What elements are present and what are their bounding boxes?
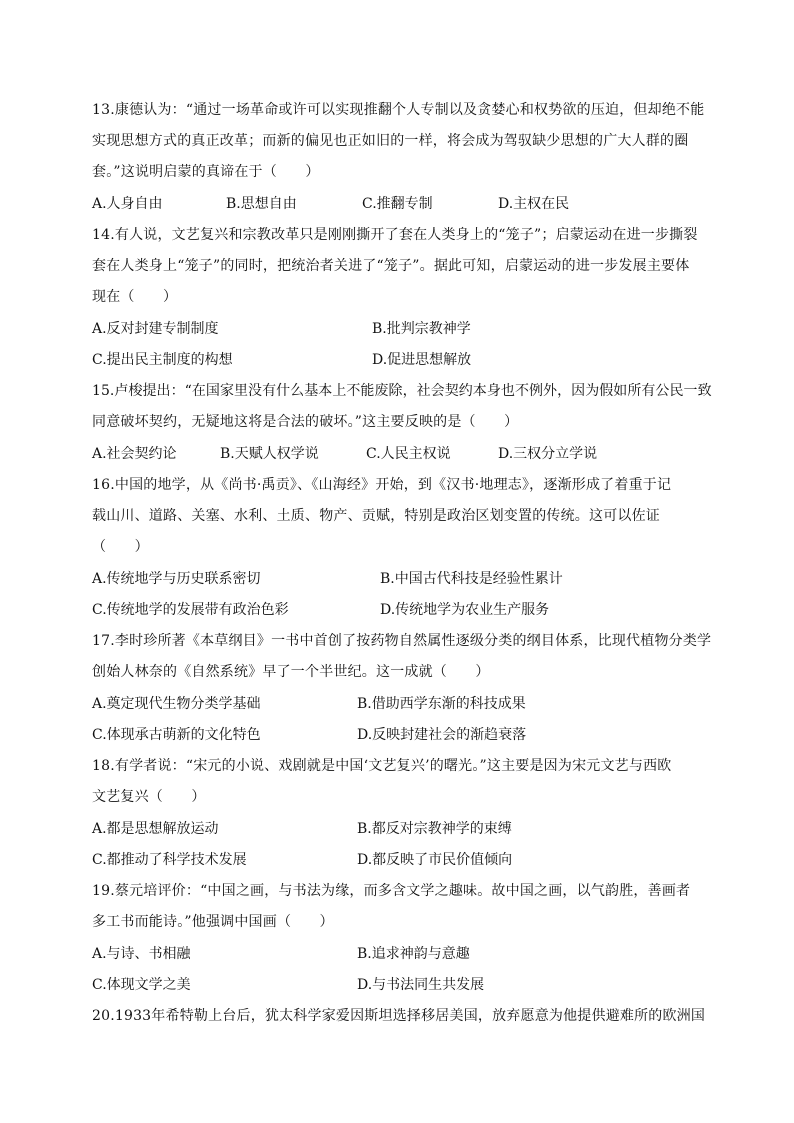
- option-d: D.与书法同生共发展: [357, 977, 485, 993]
- question-stem-line: （ ）: [92, 539, 149, 555]
- option-b: B.天赋人权学说: [220, 446, 319, 462]
- question-stem-line: 多工书而能诗。”他强调中国画（ ）: [92, 914, 334, 930]
- option-d: D.传统地学为农业生产服务: [380, 602, 550, 618]
- question-stem-line: 19.蔡元培评价：“中国之画，与书法为缘，而多含文学之趣味。故中国之画，以气韵胜，善画者: [92, 883, 691, 899]
- question-stem-line: 20.1933年希特勒上台后，犹太科学家爱因斯坦选择移居美国，放弃愿意为他提供避难所的欧洲国: [92, 1008, 706, 1024]
- option-b: B.追求神韵与意趣: [357, 946, 470, 962]
- option-c: C.体现文学之美: [92, 977, 191, 993]
- option-a: A.人身自由: [92, 196, 163, 212]
- question-stem-line: 载山川、道路、关塞、水利、土质、物产、贡赋，特别是政治区划变置的传统。这可以佐证: [92, 508, 660, 524]
- question-stem-line: 16.中国的地学，从《尚书·禹贡》、《山海经》开始，到《汉书·地理志》，逐渐形成了着重于记: [92, 477, 672, 493]
- option-a: A.反对封建专制制度: [92, 321, 219, 337]
- question-stem-line: 实现思想方式的真正改革；而新的偏见也正如旧的一样，将会成为驾驭缺少思想的广大人群的圈: [92, 133, 689, 149]
- option-d: D.促进思想解放: [372, 352, 472, 368]
- option-c: C.提出民主制度的构想: [92, 352, 233, 368]
- question-stem-line: 套。”这说明启蒙的真谛在于（ ）: [92, 164, 320, 180]
- option-a: A.社会契约论: [92, 446, 177, 462]
- option-d: D.三权分立学说: [498, 446, 598, 462]
- option-d: D.反映封建社会的渐趋衰落: [357, 727, 527, 743]
- question-stem-line: 17.李时珍所著《本草纲目》一书中首创了按药物自然属性逐级分类的纲目体系，比现代植物分类学: [92, 633, 712, 649]
- question-stem-line: 13.康德认为：“通过一场革命或许可以实现推翻个人专制以及贪婪心和权势欲的压迫，但却绝不能: [92, 102, 705, 118]
- option-c: C.推翻专制: [362, 196, 433, 212]
- option-c: C.传统地学的发展带有政治色彩: [92, 602, 289, 618]
- question-stem-line: 现在（ ）: [92, 289, 178, 305]
- option-b: B.思想自由: [226, 196, 297, 212]
- option-a: A.奠定现代生物分类学基础: [92, 696, 261, 712]
- question-stem-line: 套在人类身上“笼子”的同时，把统治者关进了“笼子”。据此可知，启蒙运动的进一步发展主要体: [92, 258, 690, 274]
- option-a: A.传统地学与历史联系密切: [92, 571, 261, 587]
- option-b: B.都反对宗教神学的束缚: [357, 821, 512, 837]
- option-a: A.与诗、书相融: [92, 946, 191, 962]
- question-stem-line: 同意破坏契约，无疑地这将是合法的破坏。”这主要反映的是（ ）: [92, 414, 519, 430]
- option-d: D.都反映了市民价值倾向: [357, 852, 513, 868]
- question-stem-line: 创始人林奈的《自然系统》早了一个半世纪。这一成就（ ）: [92, 664, 490, 680]
- option-a: A.都是思想解放运动: [92, 821, 219, 837]
- option-b: B.中国古代科技是经验性累计: [380, 571, 563, 587]
- question-stem-line: 文艺复兴（ ）: [92, 789, 206, 805]
- option-d: D.主权在民: [498, 196, 570, 212]
- option-c: C.都推动了科学技术发展: [92, 852, 247, 868]
- question-stem-line: 15.卢梭提出：“在国家里没有什么基本上不能废除，社会契约本身也不例外，因为假如所有公民一致: [92, 383, 712, 399]
- question-stem-line: 14.有人说，文艺复兴和宗教改革只是刚刚撕开了套在人类身上的“笼子”；启蒙运动在进一步撕裂: [92, 227, 698, 243]
- option-b: B.借助西学东渐的科技成果: [357, 696, 526, 712]
- option-c: C.体现承古萌新的文化特色: [92, 727, 261, 743]
- option-b: B.批判宗教神学: [372, 321, 471, 337]
- question-stem-line: 18.有学者说：“宋元的小说、戏剧就是中国‘文艺复兴’的曙光。”这主要是因为宋元文艺与西欧: [92, 758, 672, 774]
- option-c: C.人民主权说: [366, 446, 451, 462]
